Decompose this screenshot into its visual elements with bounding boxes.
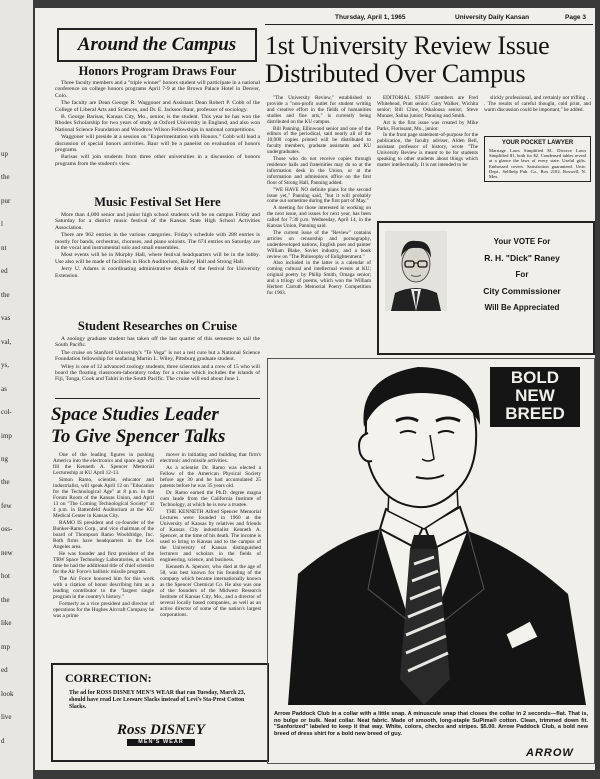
paragraph: The Air Force honored him for this work with a citation of honor describing him as a leading contributor to the "largest single program in the country's history." <box>53 576 154 600</box>
arrow-logo: ARROW <box>526 747 574 759</box>
paragraph: The faculty are Dean George R. Waggoner and Assistant Dean Robert P. Cobb of the College of Liberal Arts and Sciences, and Dr. E. Jackson Baur, professor of sociology. <box>55 100 260 113</box>
paragraph: One of the leading figures in pushing America into the electronics and space age will fill the Kenneth A. Spencer Memorial Lectureship at KU April 12-13. <box>53 452 154 476</box>
margin-fragment: oss- <box>1 525 13 534</box>
margin-fragment: nt <box>1 243 7 252</box>
margin-fragment: as <box>1 384 7 393</box>
paragraph: As a scientist Dr. Ramo was elected a Fellow of the American Physical Society before age 30 and he had accumulated 25 patents before he was 35 years old. <box>160 465 261 489</box>
newspaper-page <box>35 8 595 770</box>
margin-fragment: like <box>1 619 12 628</box>
margin-fragment: ng <box>1 455 8 463</box>
raney-line1: Your VOTE For <box>493 237 551 246</box>
paragraph: Simon Ramo, scientist, educator and industrialist, will speak April 12 on "Education for the Technological Age" at 8 p.m. in the Forum Room of the Kansas Union, and April 13 on "The Coming Technological Society" at 4 p.m. in Battenfeld Auditorium at the KU Medical Center in Kansas City. <box>53 477 154 519</box>
paragraph: EDITORIAL STAFF members are Fred Whitehead, Pratt senior; Gary Walker, Wichita senior; Bill Cline, Oskaloosa senior; Steve Munzer, Salina junior; Panning and Smith. <box>377 95 478 119</box>
space-headline-line2: To Give Spencer Talks <box>51 426 226 447</box>
paragraph: Also included in the latter is a calendar of coming cultural and intellectual events at KU; original poetry by Philip Smith, Omaga senior; and a trilogy of poems, which won the William Herbert Carruth Memorial Poetry Competition for 1963. <box>267 260 371 296</box>
paragraph: Three faculty members and a "triple winner" honors student will participate in a national conference on college honors programs April 7-9 at the Brown Palace Hotel in Denver, Colo. <box>55 80 260 99</box>
paragraph: More than 4,000 senior and junior high school students will be on campus Friday and Saturday for a district music festival of the Kansas State High School Activities Association. <box>55 212 260 231</box>
margin-fragment: up <box>1 150 8 158</box>
bold-word: BOLD <box>510 368 560 387</box>
folio-date: Thursday, April 1, 1965 <box>335 14 406 21</box>
margin-fragment: new <box>1 548 13 557</box>
raney-line4: City Commissioner <box>483 286 561 296</box>
paragraph: A meeting for those interested in working on the next issue, and issues for next year, has been called for 7:30 p.m. Wednesday, April 14, in the Kansas Union, Panning said. <box>267 205 371 230</box>
margin-fragment: vas <box>1 314 11 323</box>
paragraph: THE KENNETH Alfred Spencer Memorial Lectures were founded in 1960 at the University of Kansas by relatives and friends of Kansas City industrialist Kenneth A. Spencer, at the time of his death. The income is used to bring to Kansas and to the campus of the University of Kansas distinguished lecturers and scholars in the fields of engineering, science, and business. <box>160 509 261 563</box>
paragraph: Waggoner will preside at a session on "Experimentation with Honors." Cobb will lead a discussion of special honors activities. Baur will be a panelist on evaluation of honors programs. <box>55 134 260 154</box>
margin-fragment: ed <box>1 666 8 675</box>
paragraph: Formerly as a vice president and director of operations for the Hughes Aircraft Company he was a prime <box>53 601 154 619</box>
paragraph: The current issue of the "Review" contains articles on censorship and pornography, underdeveloped nations, English poet and painter William Blake, Soviet industry, and a book review on "The Philosophy of Enlightenment." <box>267 229 371 260</box>
correction-box <box>51 663 269 762</box>
honors-headline: Honors Program Draws Four <box>78 64 237 78</box>
paragraph: B. George Barisas, Kansas City, Mo., senior, is the student. This year he has won the Rhodes Scholarship for two years of study at Oxford University in England, and also won National Science Foundation and Woodrow Wilson Fellowships in national competitions. <box>55 114 260 133</box>
ross-disney-logo <box>113 722 209 752</box>
margin-fragment: look <box>1 689 14 698</box>
paragraph: Most events will be in Murphy Hall, where festival headquarters will be in the lobby. Use also will be made of facilities in Hoch Auditorium, Bailey Hall and Strong Hall. <box>55 252 260 265</box>
paragraph: A zoology graduate student has taken off the last quarter of this semester to sail the South Pacific. <box>55 336 260 349</box>
correction-title: CORRECTION: <box>65 671 152 685</box>
paragraph: Barisas will join students from three other universities in a discussion of honors programs from the student's view. <box>55 154 260 167</box>
margin-fragment: d <box>1 736 5 745</box>
paragraph: The cruise on Stanford University's "Te Vega" is not a rest cure but a National Science Foundation fellowship for seafaring Martin L. Wiley, Pittsburg graduate student. <box>55 349 260 363</box>
paragraph: slickly professional, and certainly not trifling . . . The results of careful thought, cold print, and warm discussion could be important," he added. <box>484 95 591 113</box>
margin-fragment: imp <box>1 431 12 440</box>
review-article-col1 <box>267 96 371 298</box>
space-headline <box>51 404 263 448</box>
review-headline-line2: Distributed Over Campus <box>265 59 526 88</box>
margin-fragment: ys, <box>1 361 9 370</box>
paragraph: Kenneth A. Spencer, who died at the age of 58, was best known for his founding of the company which became internationally known as the Spencer Chemical Co. He also was one of the founders of the Midwest Research Institute of Kansas City, Mo., and a director of several locally based companies, as well as an active director of some of the nation's largest corporations. <box>160 564 261 618</box>
raney-line5: Will Be Appreciated <box>484 303 560 312</box>
margin-fragment: col- <box>1 408 12 417</box>
review-article-col2 <box>377 96 478 170</box>
margin-fragment: pur <box>1 196 11 205</box>
pocket-lawyer-ad <box>484 136 591 182</box>
arrow-ad <box>267 358 595 764</box>
review-headline <box>265 32 593 88</box>
banner-title: Around the Campus <box>77 34 237 55</box>
space-article-col2 <box>160 452 261 619</box>
paragraph: Jerry U. Adams is coordinating administrative details of the festival for University Extension. <box>55 266 260 279</box>
paragraph: Art is the first issue was created by Mike Parks, Florissant, Mo., junior. <box>377 119 478 132</box>
raney-ad-text <box>455 237 589 312</box>
paragraph: Dr. Ramo earned the Ph.D. degree magna cum laude from the California Institute of Technology, at which he is now a trustee. <box>160 490 261 508</box>
honors-article <box>55 80 260 168</box>
review-headline-line1: 1st University Review Issue <box>265 31 550 60</box>
raney-line3: For <box>515 270 529 279</box>
cruise-headline: Student Researches on Cruise <box>77 319 238 333</box>
space-article-col1 <box>53 452 154 620</box>
breed-word: BREED <box>505 404 565 423</box>
paragraph: RAMO IS president and co-founder of the Bunker-Ramo Corp., and vice chairman of the board of Thompson Ramo Wooldridge, Inc. Both firms have headquarters in the Los Angeles area. <box>53 520 154 550</box>
folio-page: Page 3 <box>565 14 586 21</box>
arrow-model-illustration <box>268 359 594 705</box>
folio-paper: University Daily Kansan <box>455 14 530 21</box>
raney-line2: R. H. "Dick" Raney <box>484 253 560 263</box>
paragraph: He was founder and first president of the TRW Space Technology Laboratories, at which time he had the additional title of chief scientist for the Air Force's ballistic missile program. <box>53 551 154 575</box>
margin-fragment: mp <box>1 642 10 651</box>
margin-fragment: live <box>1 713 12 722</box>
logo-subtitle: MEN'S WEAR <box>127 739 195 746</box>
margin-fragment: ed <box>1 267 8 276</box>
arrow-ad-copy: Arrow Paddock Club in a collar with a little snap. A minuscule snap that closes the collar in 2 seconds—flat. That is, no bulge or bulk. Neat collar. Neat fabric. Made of smooth, long-staple SuPima® cotton. Clean, trimmed down fit. "Sanforized" labeled to keep it that way. White, colors, checks and stripes. $5.00. Arrow Paddock Club, a bold new breed of dress shirt for a bold new breed of guy. <box>274 711 588 737</box>
margin-fragment: few <box>1 501 12 510</box>
margin-fragment: val, <box>1 337 12 346</box>
music-article <box>55 212 260 280</box>
candidate-portrait <box>385 231 447 311</box>
margin-fragment: the <box>1 173 10 182</box>
paragraph: There are 962 entries in the various categories. Friday's schedule with 288 entries is mostly for bands, orchestras, choruses, and piano soloists. The 674 entries on Saturday are in the vocal and instrumental solo and small ensembles. <box>55 232 260 252</box>
margin-fragment: the <box>1 290 10 299</box>
new-word: NEW <box>515 386 555 405</box>
raney-ad <box>377 221 595 355</box>
adjacent-page-strip <box>0 0 33 779</box>
paragraph: Wiley is one of 12 advanced zoology students, three scientists and a crew of 15 who will board the floating classroom-laboratory today for a cruise which includes the islands of Fiji, Tonga, Cook and Tahiti in the South Pacific. The cruise will end about June 1. <box>55 363 260 383</box>
margin-fragment: the <box>1 595 10 604</box>
pocket-lawyer-text: Marriage Laws Simplified $1. Divorce Laws Simplified $1, both for $2. Condensed tables reveal at a glance the laws of every state. Useful gifts. Embossed covers. Satisfaction guaranteed. Univ. Dept., Selfhelp Pub. Co., Box 2102, Roswell, N. Mex. <box>489 148 586 180</box>
pocket-lawyer-title: YOUR POCKET LAWYER <box>501 140 574 146</box>
margin-fragment: hot <box>1 572 10 581</box>
around-campus-banner <box>57 28 257 62</box>
margin-fragment: l <box>1 220 3 229</box>
paragraph: "WE HAVE NO definite plans for the second issue yet," Panning said, "but it will probably come out sometime during the first part of May." <box>267 186 371 205</box>
review-article-col3 <box>484 96 591 115</box>
paragraph: "The University Review," established to provide a "non-profit outlet for student writing and creative effort in the fields of humanities studies and fine arts," is currently being distributed on the KU campus. <box>267 95 371 125</box>
logo-text: Ross DISNEY <box>117 722 205 738</box>
paragraph: Bill Panning, Ellinwood senior and one of the editors of the periodical, said nearly all of the 10,000 copies printed will be distributed to faculty members, graduate assistants and KU undergraduates. <box>267 125 371 156</box>
paragraph: Those who do not receive copies through residence halls and fraternities may do so at the information desk in the Union, or at the information and admissions office on the first floor of Strong Hall, Panning added. <box>267 156 371 186</box>
correction-text: The ad for ROSS DISNEY MEN'S WEAR that ran Tuesday, March 23, should have read Lee Leesure Slacks instead of Levi's Sta-Prest Cotton Slacks. <box>69 690 246 710</box>
music-headline: Music Festival Set Here <box>94 195 221 209</box>
space-headline-line1: Space Studies Leader <box>51 404 219 425</box>
paragraph: In the front page statement-of-purpose for the publication, the faculty adviser, Alden Bell, assistant professor of history, wrote "The University Review is meant to be for students speaking to other students about things which matter intellectually. It is not intended to be <box>377 132 478 168</box>
margin-fragment: the <box>1 478 10 487</box>
cruise-article <box>55 336 260 384</box>
paragraph: mover in initiating and building that firm's electronic and missile activities. <box>160 452 261 464</box>
